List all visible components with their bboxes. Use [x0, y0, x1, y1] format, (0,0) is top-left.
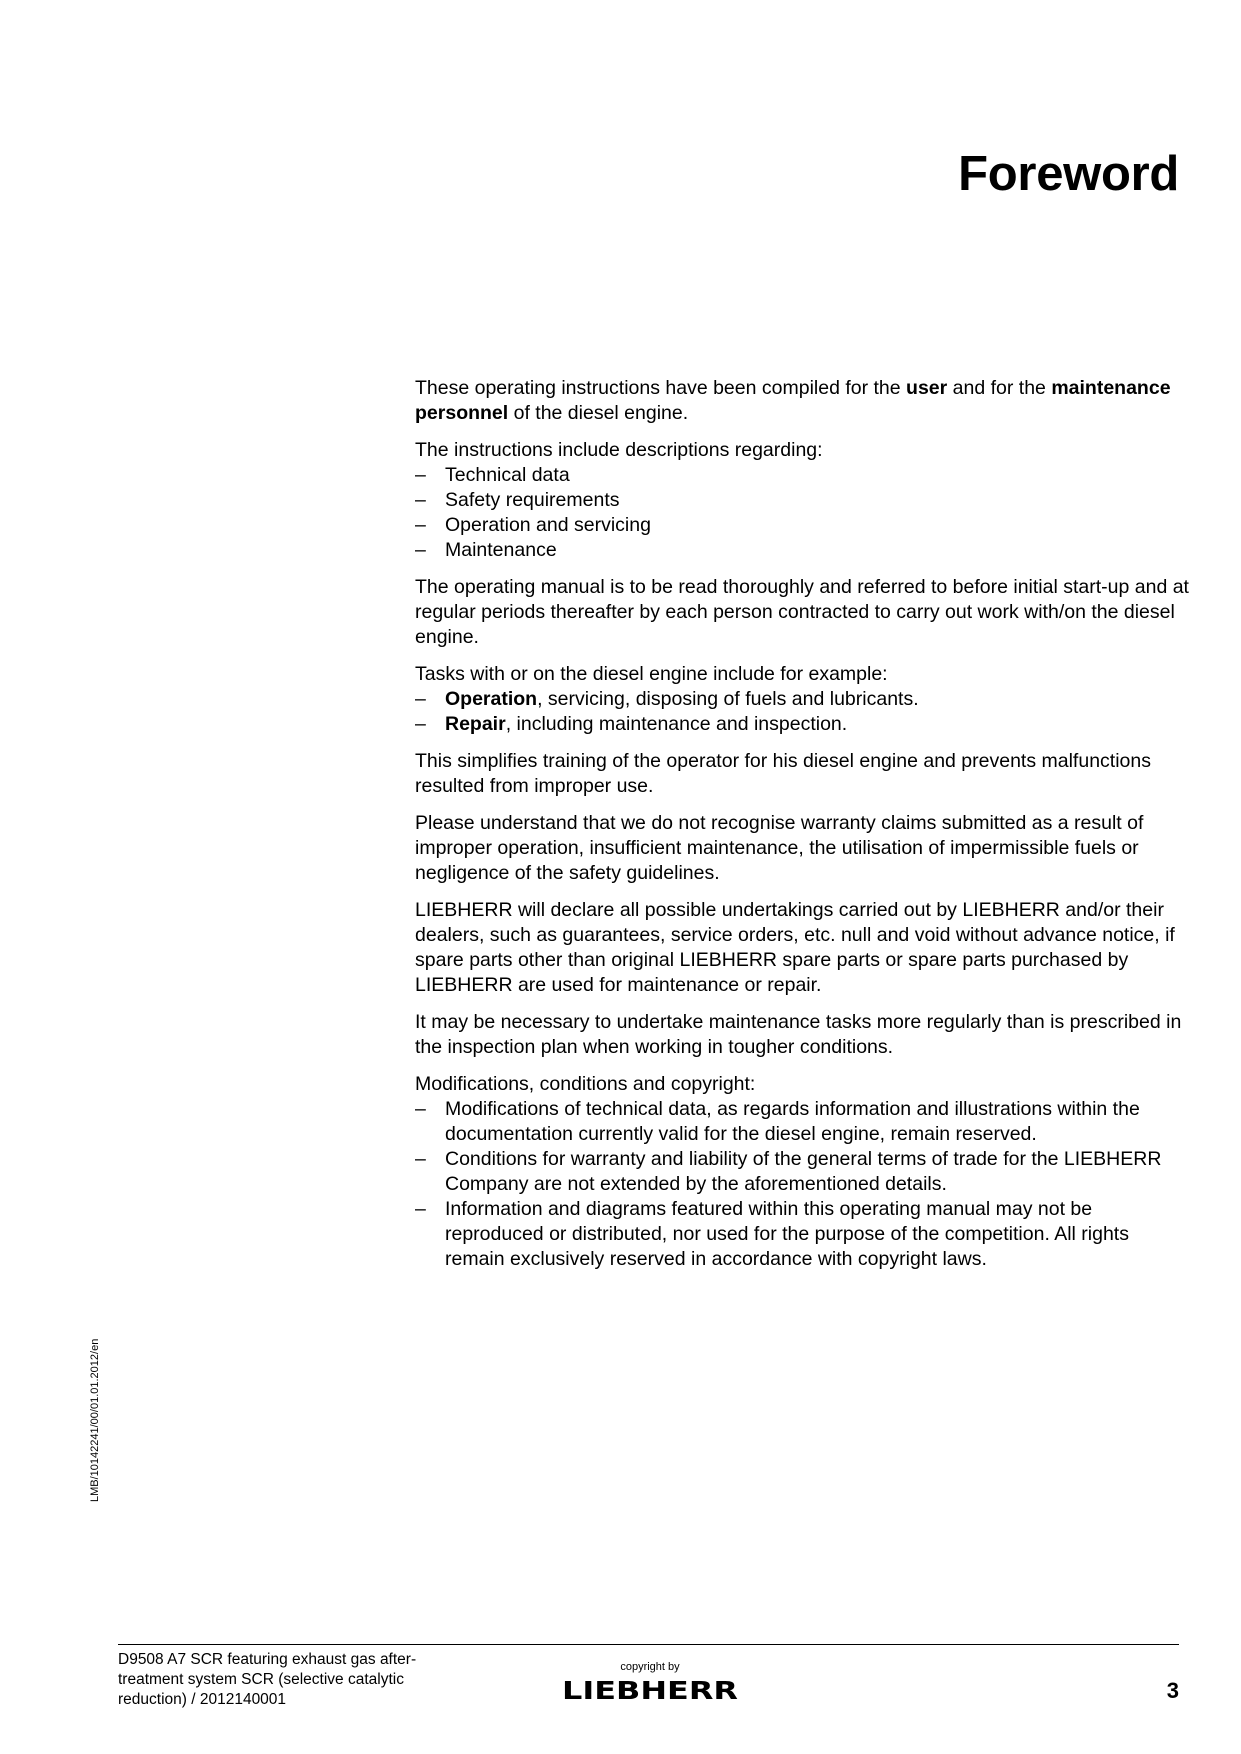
task-rest: , servicing, disposing of fuels and lubricants.: [537, 688, 919, 710]
descriptions-list: [415, 463, 1190, 563]
simplifies-paragraph: This simplifies training of the operator for his diesel engine and prevents malfunctions resulted from improper use.: [415, 750, 1151, 797]
list-item-label: Safety requirements: [445, 489, 620, 511]
modifications-list: [415, 1097, 1190, 1272]
list-item-label: Operation and servicing: [445, 514, 651, 536]
modifications-lead: Modifications, conditions and copyright:: [415, 1073, 756, 1095]
descriptions-lead: The instructions include descriptions regarding:: [415, 439, 823, 461]
footer-document-info: [118, 1650, 458, 1710]
list-item: [415, 1097, 1190, 1147]
intro-bold-personnel: maintenance personnel: [415, 377, 1171, 424]
tasks-list: [415, 687, 1190, 737]
intro-text-2: and for the: [947, 377, 1052, 399]
dash-bullet: –: [415, 539, 426, 561]
footer-doc-line: D9508 A7 SCR featuring exhaust gas after-: [118, 1651, 417, 1668]
list-item-label: Technical data: [445, 464, 570, 486]
dash-bullet: –: [415, 688, 426, 710]
list-item: [415, 1197, 1190, 1272]
list-item: [415, 513, 1190, 538]
list-item: [415, 488, 1190, 513]
foreword-body: [415, 376, 1190, 1284]
copyright-label: copyright by: [620, 1661, 680, 1673]
list-item: [415, 712, 1190, 737]
list-item-label: Maintenance: [445, 539, 557, 561]
task-bold: Operation: [445, 688, 538, 710]
dash-bullet: –: [415, 514, 426, 536]
list-item-label: Information and diagrams featured within this operating manual may not be reproduced or distributed, nor used for the purpose of the competition. All rights remain exclusively reserved in accordance with copyright laws.: [445, 1198, 1129, 1270]
intro-text-3: of the diesel engine.: [508, 402, 689, 424]
document-code: LMB/10142241/00/01.01.2012/en: [89, 1338, 101, 1502]
page-number: 3: [1166, 1678, 1179, 1703]
dash-bullet: –: [415, 1098, 426, 1120]
dash-bullet: –: [415, 713, 426, 735]
list-item: [415, 463, 1190, 488]
manual-paragraph: The operating manual is to be read thoroughly and referred to before initial start-up and at regular periods thereafter by each person contracted to carry out work with/on the diesel engine.: [415, 576, 1189, 648]
liebherr-logo: [560, 1677, 740, 1703]
task-bold: Repair: [445, 713, 506, 735]
footer-brand: [560, 1662, 740, 1703]
footer-doc-line: reduction) / 2012140001: [118, 1691, 287, 1708]
page-title: Foreword: [958, 147, 1179, 201]
list-item-label: Conditions for warranty and liability of the general terms of trade for the LIEBHERR Company are not extended by the aforementioned details.: [445, 1148, 1162, 1195]
intro-bold-user: user: [906, 377, 948, 399]
list-item: [415, 538, 1190, 563]
liebherr-paragraph: LIEBHERR will declare all possible undertakings carried out by LIEBHERR and/or their dealers, such as guarantees, service orders, etc. null and void without advance notice, if spare parts other than original LIEBHERR spare parts or spare parts purchased by LIEBHERR are used for maintenance or repair.: [415, 899, 1175, 996]
list-item-label: Modifications of technical data, as regards information and illustrations within the documentation currently valid for the diesel engine, remain reserved.: [445, 1098, 1140, 1145]
dash-bullet: –: [415, 489, 426, 511]
intro-paragraph: [415, 376, 1190, 426]
dash-bullet: –: [415, 1198, 426, 1220]
dash-bullet: –: [415, 464, 426, 486]
dash-bullet: –: [415, 1148, 426, 1170]
list-item: [415, 1147, 1190, 1197]
tasks-lead: Tasks with or on the diesel engine include for example:: [415, 663, 888, 685]
list-item: [415, 687, 1190, 712]
logo-wordmark: LIEBHERR: [562, 1677, 738, 1703]
footer-doc-line: treatment system SCR (selective catalytic: [118, 1671, 404, 1688]
task-rest: , including maintenance and inspection.: [505, 713, 848, 735]
intro-text-1: These operating instructions have been compiled for the: [415, 377, 907, 399]
warranty-paragraph: Please understand that we do not recognise warranty claims submitted as a result of improper operation, insufficient maintenance, the utilisation of impermissible fuels or negligence of the safety guidelines.: [415, 812, 1144, 884]
footer-divider: [118, 1644, 1179, 1645]
maintenance-paragraph: It may be necessary to undertake maintenance tasks more regularly than is prescribed in the inspection plan when working in tougher conditions.: [415, 1011, 1182, 1058]
